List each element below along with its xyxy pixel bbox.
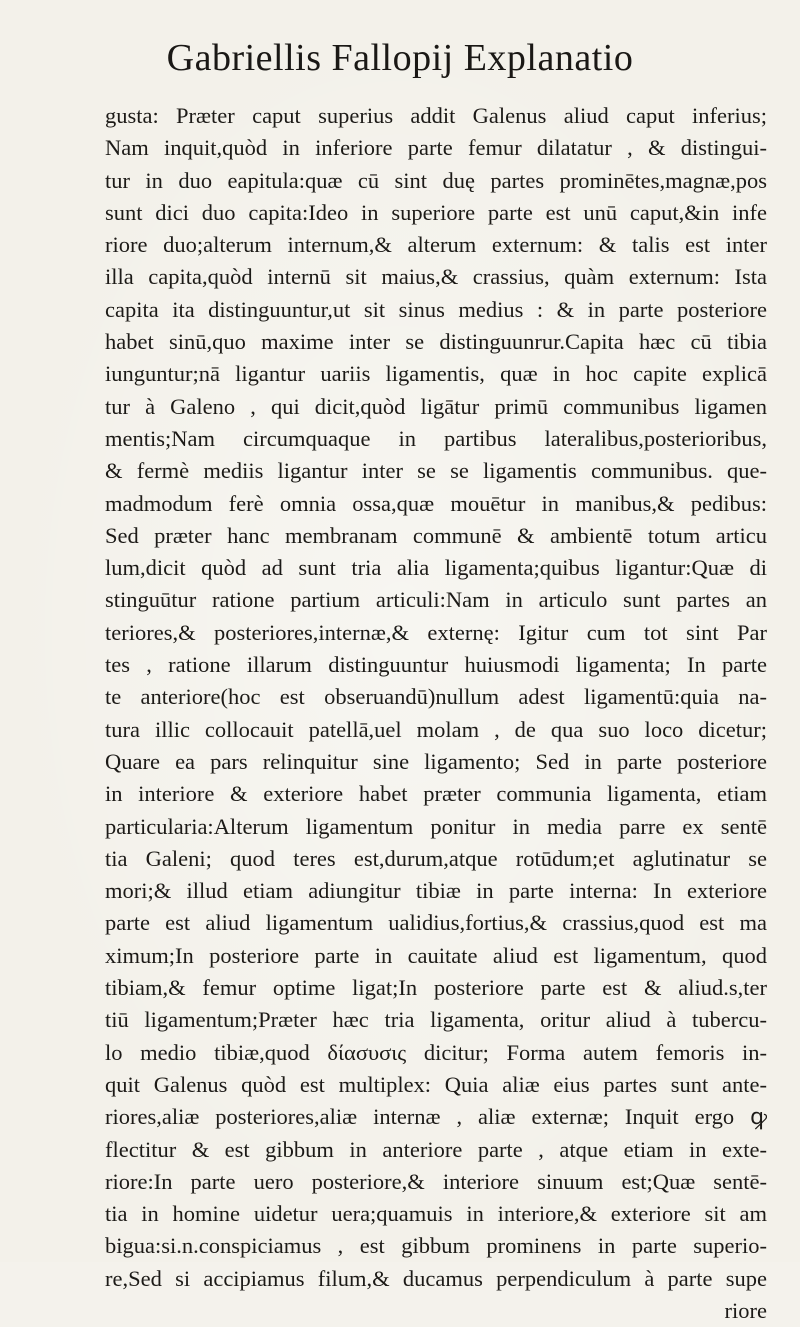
text-line: tia Galeni; quod teres est,durum,atque rotūdum;et aglutinatur se <box>105 845 767 871</box>
text-line: bigua:si.n.conspiciamus , est gibbum prominens in parte superio- <box>105 1233 767 1259</box>
text-line: tibiam,& femur optime ligat;In posteriore parte est & aliud.s,ter <box>105 975 767 1001</box>
text-line: lo medio tibiæ,quod δίασυσις dicitur; Forma autem femoris in- <box>105 1039 767 1065</box>
text-line: particularia:Alterum ligamentum ponitur in media parre ex sentē <box>105 813 767 839</box>
text-line: iunguntur;nā ligantur uariis ligamentis, quæ in hoc capite explicā <box>105 361 767 387</box>
text-line: mori;& illud etiam adiungitur tibiæ in parte interna: In exteriore <box>105 878 767 904</box>
catchword: riore <box>724 1297 767 1323</box>
text-line: & fermè mediis ligantur inter se se ligamentis communibus. que- <box>105 458 767 484</box>
text-line: illa capita,quòd internū sit maius,& crassius, quàm externum: Ista <box>105 264 767 290</box>
text-line: te anteriore(hoc est obseruandū)nullum adest ligamentū:quia na- <box>105 684 767 710</box>
text-line: habet sinū,quo maxime inter se distinguunrur.Capita hæc cū tibia <box>105 329 767 355</box>
text-line: madmodum ferè omnia ossa,quæ mouētur in manibus,& pedibus: <box>105 490 767 516</box>
text-line: Quare ea pars relinquitur sine ligamento; Sed in parte posteriore <box>105 748 767 774</box>
text-line: tur in duo eapitula:quæ cū sint duę partes prominētes,magnæ,pos <box>105 167 767 193</box>
text-line: tura illic collocauit patellā,uel molam , de qua suo loco dicetur; <box>105 716 767 742</box>
text-line: tes , ratione illarum distinguuntur huiusmodi ligamenta; In parte <box>105 652 767 678</box>
text-line: stinguūtur ratione partium articuli:Nam in articulo sunt partes an <box>105 587 767 613</box>
text-line: sunt dici duo capita:Ideo in superiore parte est unū caput,&in infe <box>105 199 767 225</box>
text-line: tur à Galeno , qui dicit,quòd ligātur primū communibus ligamen <box>105 393 767 419</box>
running-head: Gabriellis Fallopij Explanatio <box>166 37 634 79</box>
text-line: tiū ligamentum;Præter hæc tria ligamenta, oritur aliud à tubercu- <box>105 1007 767 1033</box>
text-line: tia in homine uidetur uera;quamuis in interiore,& exteriore sit am <box>105 1201 767 1227</box>
text-line: lum,dicit quòd ad sunt tria alia ligamenta;quibus ligantur:Quæ di <box>105 555 767 581</box>
text-line: riore:In parte uero posteriore,& interiore sinuum est;Quæ sentē- <box>105 1168 767 1194</box>
text-line: Nam inquit,quòd in inferiore parte femur dilatatur , & distingui- <box>105 135 767 161</box>
text-line: mentis;Nam circumquaque in partibus lateralibus,posterioribus, <box>105 425 767 451</box>
text-line: teriores,& posteriores,internæ,& externę: Igitur cum tot sint Par <box>105 619 767 645</box>
text-line: flectitur & est gibbum in anteriore parte , atque etiam in exte- <box>105 1136 767 1162</box>
text-line: quit Galenus quòd est multiplex: Quia aliæ eius partes sunt ante- <box>105 1071 767 1097</box>
text-line: parte est aliud ligamentum ualidius,fortius,& crassius,quod est ma <box>105 910 767 936</box>
text-line: riores,aliæ posteriores,aliæ internæ , aliæ externæ; Inquit ergo ꝙ <box>105 1104 767 1130</box>
body-text <box>105 100 767 1327</box>
text-line: capita ita distinguuntur,ut sit sinus medius : & in parte posteriore <box>105 296 767 322</box>
text-line: in interiore & exteriore habet præter communia ligamenta, etiam <box>105 781 767 807</box>
text-line: gusta: Præter caput superius addit Galenus aliud caput inferius; <box>105 103 767 128</box>
text-line: Sed præter hanc membranam communē & ambientē totum articu <box>105 522 767 548</box>
text-line: re,Sed si accipiamus filum,& ducamus perpendiculum à parte supe <box>105 1265 767 1291</box>
text-line: ximum;In posteriore parte in cauitate aliud est ligamentum, quod <box>105 942 767 968</box>
text-line: riore duo;alterum internum,& alterum externum: & talis est inter <box>105 232 767 258</box>
